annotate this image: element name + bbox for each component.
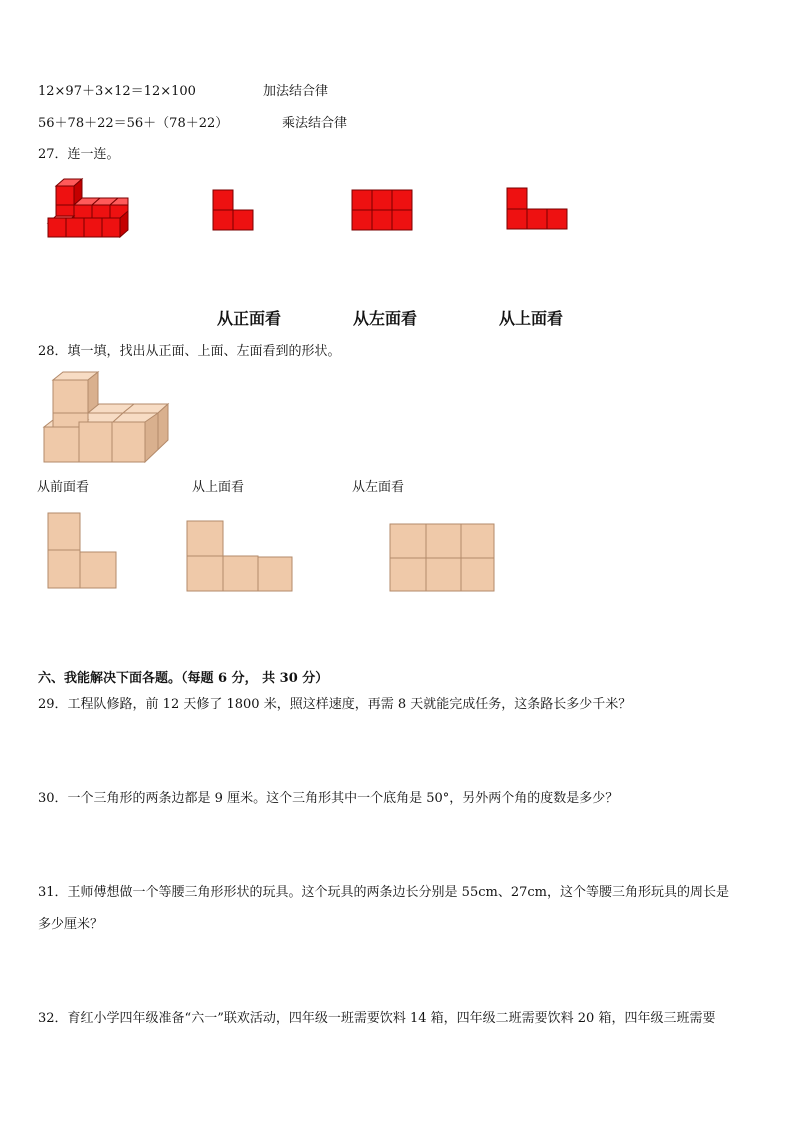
q27-view-shape-1 — [212, 189, 256, 231]
q31-text-line1: 31．王师傅想做一个等腰三角形形状的玩具。这个玩具的两条边长分别是 55cm、27cm，这个等腰三角形玩具的周长是 — [38, 885, 729, 900]
q30-text: 30．一个三角形的两条边都是 9 厘米。这个三角形其中一个底角是 50°，另外两个角的度数是多少？ — [38, 791, 619, 806]
q31-text-line2: 多少厘米？ — [38, 917, 104, 932]
q27-label-top: 从上面看 — [499, 309, 564, 328]
q32-text: 32．育红小学四年级准备“六一”联欢活动，四年级一班需要饮料 14 箱，四年级二班需要饮料 20 箱，四年级三班需要 — [38, 1011, 716, 1026]
q28-label-top: 从上面看 — [192, 480, 245, 495]
q27-title: 27．连一连。 — [38, 147, 120, 162]
q27-label-front: 从正面看 — [217, 309, 282, 328]
q27-label-left: 从左面看 — [353, 309, 418, 328]
q28-view-shape-1 — [47, 512, 119, 590]
q28-view-shape-2 — [186, 520, 294, 593]
q29-text: 29．工程队修路，前 12 天修了 1800 米，照这样速度，再需 8 天就能完成任务，这条路长多少千米？ — [38, 697, 632, 712]
law-label-1: 加法结合律 — [263, 84, 329, 99]
q28-title: 28．填一填，找出从正面、上面、左面看到的形状。 — [38, 344, 341, 359]
equation-2: 56＋78＋22＝56＋（78＋22） — [38, 116, 229, 131]
section-6-heading: 六、我能解决下面各题。（每题 6 分， 共 30 分） — [38, 671, 329, 686]
q28-solid-figure — [44, 370, 170, 465]
equation-1: 12×97＋3×12＝12×100 — [38, 84, 196, 99]
q27-solid-figure — [44, 176, 128, 240]
q27-view-shape-2 — [351, 189, 415, 231]
law-label-2: 乘法结合律 — [282, 116, 348, 131]
q28-view-shape-3 — [389, 523, 497, 593]
q28-label-front: 从前面看 — [37, 480, 90, 495]
q28-label-left: 从左面看 — [352, 480, 405, 495]
q27-view-shape-3 — [506, 187, 570, 231]
